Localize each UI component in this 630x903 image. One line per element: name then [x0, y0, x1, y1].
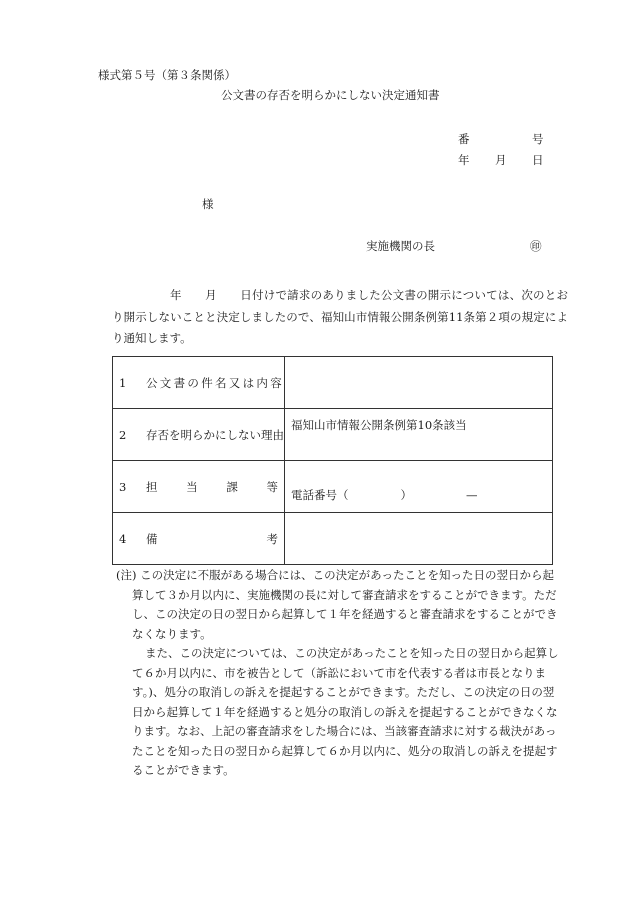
phone-dash: —: [466, 488, 478, 502]
note-line: 算して３か月以内に、実施機関の長に対して審査請求をすることができます。ただ: [132, 587, 557, 602]
row-number: 2: [119, 427, 127, 442]
number-suffix: 号: [532, 132, 544, 146]
body-line: 年 月 日付けで請求のありました公文書の開示については、次のとお: [170, 288, 568, 302]
note-line: し、この決定の日の翌日から起算して１年を経過すると審査請求をすることができ: [132, 607, 558, 621]
body-line: り通知します。: [112, 331, 192, 345]
row-label-cell: [113, 357, 285, 409]
note-block: [116, 566, 568, 781]
seal-mark: ㊞: [530, 239, 542, 253]
row-label-cell: [113, 513, 285, 565]
phone-close: ）: [400, 488, 412, 502]
note-line: ることができます。: [132, 763, 235, 777]
row-value-cell: [285, 513, 553, 565]
row-value-cell: [285, 409, 553, 461]
row-label: 公文書の件名又は内容: [146, 375, 284, 390]
date-day: 日: [532, 153, 544, 167]
row-label: 備 考: [146, 531, 278, 546]
form-number: 様式第５号（第３条関係）: [98, 68, 236, 82]
row-label-cell: [113, 409, 285, 461]
phone-label: 電話番号（: [291, 488, 349, 502]
table-row: [113, 357, 553, 409]
number-label: 番: [458, 132, 470, 146]
table-row: [113, 513, 553, 565]
table-row: [113, 461, 553, 513]
row-number: 4: [119, 531, 127, 546]
note-line: なくなります。: [132, 626, 212, 641]
row-value: 福知山市情報公開条例第10条該当: [291, 418, 467, 432]
note-line: て６か月以内に、市を被告として（訴訟において市を代表する者は市長となりま: [132, 665, 546, 680]
note-line: また、この決定については、この決定があったことを知った日の翌日から起算し: [145, 646, 559, 660]
row-number: 3: [119, 479, 127, 494]
notification-table: [112, 356, 553, 565]
row-label: 存否を明らかにしない理由: [146, 427, 284, 442]
note-line: たことを知った日の翌日から起算して６か月以内に、処分の取消しの訴えを提起す: [132, 743, 558, 758]
note-line: (注) この決定に不服がある場合には、この決定があったことを知った日の翌日から起: [116, 568, 555, 582]
row-value-cell: [285, 357, 553, 409]
note-line: ります。なお、上記の審査請求をした場合には、当該審査請求に対する裁決があっ: [132, 724, 557, 738]
row-number: 1: [119, 375, 127, 390]
row-label-cell: [113, 461, 285, 513]
date-year: 年: [458, 153, 470, 167]
note-line: 日から起算して１年を経過すると処分の取消しの訴えを提起することができなくな: [132, 704, 558, 719]
body-line: り開示しないことと決定しましたので、福知山市情報公開条例第11条第２項の規定によ: [112, 309, 568, 324]
table-row: [113, 409, 553, 461]
row-label: 担 当 課 等: [146, 479, 278, 494]
body-paragraph: [112, 285, 568, 350]
date-month: 月: [495, 153, 507, 167]
document-title: 公文書の存否を明らかにしない決定通知書: [221, 88, 440, 102]
sender-label: 実施機関の長: [366, 239, 435, 253]
row-value-cell: [285, 461, 553, 513]
phone-number-field: [291, 487, 478, 503]
note-line: す。)、処分の取消しの訴えを提起することができます。ただし、この決定の日の翌: [132, 685, 555, 699]
addressee-suffix: 様: [202, 197, 214, 211]
